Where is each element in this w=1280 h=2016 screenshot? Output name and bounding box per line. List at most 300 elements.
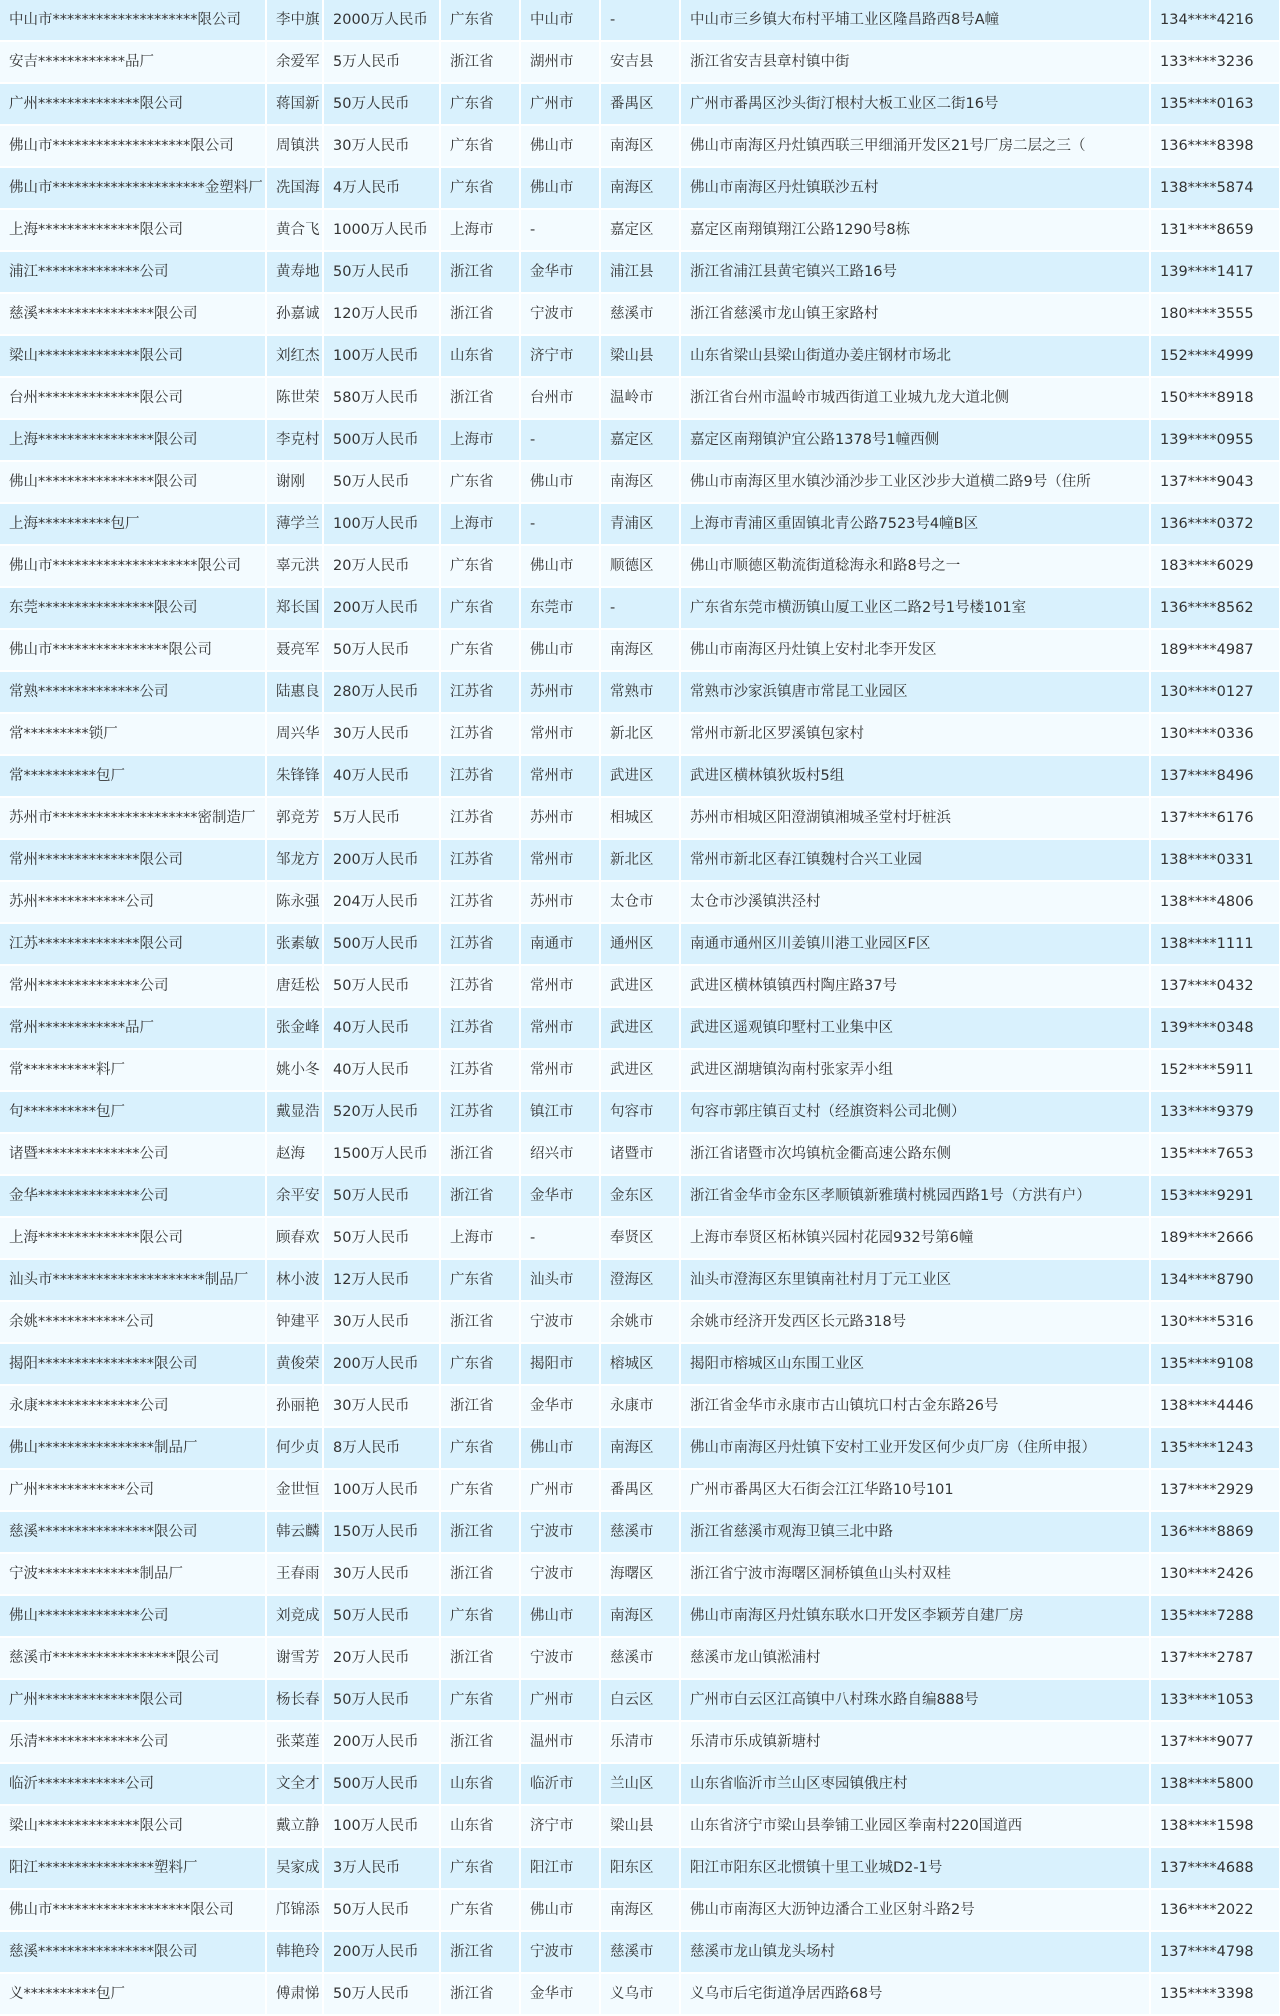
district-cell: 金东区 xyxy=(600,1175,680,1217)
address-cell: 阳江市阳东区北惯镇十里工业城D2-1号 xyxy=(680,1847,1150,1889)
province-cell: 江苏省 xyxy=(440,1049,520,1091)
province-cell: 江苏省 xyxy=(440,923,520,965)
legal-person-cell: 谢雪芳 xyxy=(266,1637,323,1679)
legal-person-cell: 陈世荣 xyxy=(266,377,323,419)
legal-person-cell: 赵海 xyxy=(266,1133,323,1175)
address-cell: 佛山市南海区丹灶镇上安村北李开发区 xyxy=(680,629,1150,671)
district-cell: 太仓市 xyxy=(600,881,680,923)
table-row xyxy=(0,167,1280,209)
company-name-cell: 常*********锁厂 xyxy=(0,713,266,755)
company-name-cell: 佛山**************公司 xyxy=(0,1595,266,1637)
phone-cell: 134****4216 xyxy=(1150,0,1280,41)
district-cell: 番禺区 xyxy=(600,83,680,125)
district-cell: 澄海区 xyxy=(600,1259,680,1301)
district-cell: 南海区 xyxy=(600,1595,680,1637)
district-cell: 常熟市 xyxy=(600,671,680,713)
registered-capital-cell: 50万人民币 xyxy=(323,1889,440,1931)
address-cell: 义乌市后宅街道净居西路68号 xyxy=(680,1973,1150,2015)
district-cell: 句容市 xyxy=(600,1091,680,1133)
legal-person-cell: 张金峰 xyxy=(266,1007,323,1049)
registered-capital-cell: 50万人民币 xyxy=(323,1679,440,1721)
city-cell: 常州市 xyxy=(520,1007,600,1049)
province-cell: 上海市 xyxy=(440,419,520,461)
city-cell: 临沂市 xyxy=(520,1763,600,1805)
district-cell: 白云区 xyxy=(600,1679,680,1721)
district-cell: 义乌市 xyxy=(600,1973,680,2015)
table-row xyxy=(0,1511,1280,1553)
city-cell: 广州市 xyxy=(520,83,600,125)
company-name-cell: 慈溪市*****************限公司 xyxy=(0,1637,266,1679)
legal-person-cell: 杨长春 xyxy=(266,1679,323,1721)
address-cell: 浙江省宁波市海曙区洞桥镇鱼山头村双桂 xyxy=(680,1553,1150,1595)
table-row xyxy=(0,1217,1280,1259)
registered-capital-cell: 100万人民币 xyxy=(323,1469,440,1511)
address-cell: 慈溪市龙山镇淞浦村 xyxy=(680,1637,1150,1679)
table-row xyxy=(0,1175,1280,1217)
city-cell: 佛山市 xyxy=(520,461,600,503)
district-cell: 安吉县 xyxy=(600,41,680,83)
registered-capital-cell: 50万人民币 xyxy=(323,461,440,503)
table-row xyxy=(0,1595,1280,1637)
company-name-cell: 佛山****************限公司 xyxy=(0,461,266,503)
district-cell: 武进区 xyxy=(600,965,680,1007)
address-cell: 南通市通州区川姜镇川港工业园区F区 xyxy=(680,923,1150,965)
registered-capital-cell: 1000万人民币 xyxy=(323,209,440,251)
legal-person-cell: 韩云麟 xyxy=(266,1511,323,1553)
table-row xyxy=(0,293,1280,335)
address-cell: 常州市新北区罗溪镇包家村 xyxy=(680,713,1150,755)
province-cell: 浙江省 xyxy=(440,1511,520,1553)
phone-cell: 135****7653 xyxy=(1150,1133,1280,1175)
address-cell: 武进区横林镇狄坂村5组 xyxy=(680,755,1150,797)
district-cell: 南海区 xyxy=(600,125,680,167)
city-cell: 宁波市 xyxy=(520,293,600,335)
district-cell: 嘉定区 xyxy=(600,209,680,251)
city-cell: 苏州市 xyxy=(520,671,600,713)
phone-cell: 137****4798 xyxy=(1150,1931,1280,1973)
city-cell: 绍兴市 xyxy=(520,1133,600,1175)
address-cell: 浙江省浦江县黄宅镇兴工路16号 xyxy=(680,251,1150,293)
company-name-cell: 广州**************限公司 xyxy=(0,83,266,125)
province-cell: 广东省 xyxy=(440,1343,520,1385)
province-cell: 江苏省 xyxy=(440,965,520,1007)
company-name-cell: 上海**************限公司 xyxy=(0,209,266,251)
company-name-cell: 宁波**************制品厂 xyxy=(0,1553,266,1595)
district-cell: 新北区 xyxy=(600,839,680,881)
registered-capital-cell: 50万人民币 xyxy=(323,965,440,1007)
province-cell: 浙江省 xyxy=(440,1931,520,1973)
address-cell: 慈溪市龙山镇龙头场村 xyxy=(680,1931,1150,1973)
phone-cell: 138****0331 xyxy=(1150,839,1280,881)
company-name-cell: 慈溪****************限公司 xyxy=(0,1931,266,1973)
registered-capital-cell: 30万人民币 xyxy=(323,1553,440,1595)
address-cell: 浙江省安吉县章村镇中街 xyxy=(680,41,1150,83)
city-cell: 金华市 xyxy=(520,1175,600,1217)
company-name-cell: 句**********包厂 xyxy=(0,1091,266,1133)
registered-capital-cell: 500万人民币 xyxy=(323,1763,440,1805)
registered-capital-cell: 204万人民币 xyxy=(323,881,440,923)
address-cell: 武进区遥观镇印墅村工业集中区 xyxy=(680,1007,1150,1049)
legal-person-cell: 周镇洪 xyxy=(266,125,323,167)
table-row xyxy=(0,125,1280,167)
legal-person-cell: 孙嘉诚 xyxy=(266,293,323,335)
city-cell: 东莞市 xyxy=(520,587,600,629)
registered-capital-cell: 520万人民币 xyxy=(323,1091,440,1133)
table-row xyxy=(0,629,1280,671)
phone-cell: 137****9077 xyxy=(1150,1721,1280,1763)
district-cell: 新北区 xyxy=(600,713,680,755)
phone-cell: 136****0372 xyxy=(1150,503,1280,545)
address-cell: 汕头市澄海区东里镇南社村月丁元工业区 xyxy=(680,1259,1150,1301)
registered-capital-cell: 20万人民币 xyxy=(323,1637,440,1679)
registered-capital-cell: 30万人民币 xyxy=(323,1301,440,1343)
city-cell: 金华市 xyxy=(520,1385,600,1427)
province-cell: 上海市 xyxy=(440,209,520,251)
company-name-cell: 佛山市*******************限公司 xyxy=(0,125,266,167)
address-cell: 山东省济宁市梁山县拳铺工业园区拳南村220国道西 xyxy=(680,1805,1150,1847)
legal-person-cell: 孙丽艳 xyxy=(266,1385,323,1427)
table-row xyxy=(0,1805,1280,1847)
registered-capital-cell: 40万人民币 xyxy=(323,1007,440,1049)
address-cell: 中山市三乡镇大布村平埔工业区隆昌路西8号A幢 xyxy=(680,0,1150,41)
table-row xyxy=(0,1553,1280,1595)
address-cell: 余姚市经济开发西区长元路318号 xyxy=(680,1301,1150,1343)
province-cell: 浙江省 xyxy=(440,1175,520,1217)
city-cell: 宁波市 xyxy=(520,1637,600,1679)
city-cell: - xyxy=(520,503,600,545)
city-cell: 宁波市 xyxy=(520,1511,600,1553)
company-name-cell: 汕头市*********************制品厂 xyxy=(0,1259,266,1301)
table-row xyxy=(0,1469,1280,1511)
company-name-cell: 佛山市****************限公司 xyxy=(0,629,266,671)
province-cell: 广东省 xyxy=(440,125,520,167)
province-cell: 浙江省 xyxy=(440,1973,520,2015)
table-row xyxy=(0,1931,1280,1973)
registered-capital-cell: 8万人民币 xyxy=(323,1427,440,1469)
table-row xyxy=(0,839,1280,881)
province-cell: 江苏省 xyxy=(440,797,520,839)
registered-capital-cell: 280万人民币 xyxy=(323,671,440,713)
province-cell: 江苏省 xyxy=(440,1007,520,1049)
company-name-cell: 慈溪****************限公司 xyxy=(0,293,266,335)
phone-cell: 130****0127 xyxy=(1150,671,1280,713)
province-cell: 广东省 xyxy=(440,1469,520,1511)
district-cell: 梁山县 xyxy=(600,1805,680,1847)
table-row xyxy=(0,965,1280,1007)
province-cell: 广东省 xyxy=(440,1889,520,1931)
table-row xyxy=(0,419,1280,461)
legal-person-cell: 周兴华 xyxy=(266,713,323,755)
phone-cell: 138****5800 xyxy=(1150,1763,1280,1805)
district-cell: 榕城区 xyxy=(600,1343,680,1385)
table-row xyxy=(0,545,1280,587)
district-cell: 乐清市 xyxy=(600,1721,680,1763)
city-cell: 常州市 xyxy=(520,713,600,755)
table-row xyxy=(0,1259,1280,1301)
province-cell: 广东省 xyxy=(440,629,520,671)
city-cell: 南通市 xyxy=(520,923,600,965)
legal-person-cell: 张素敏 xyxy=(266,923,323,965)
legal-person-cell: 黄俊荣 xyxy=(266,1343,323,1385)
company-name-cell: 常**********包厂 xyxy=(0,755,266,797)
table-row xyxy=(0,251,1280,293)
table-row xyxy=(0,1343,1280,1385)
registered-capital-cell: 50万人民币 xyxy=(323,1973,440,2015)
table-row xyxy=(0,377,1280,419)
city-cell: 常州市 xyxy=(520,839,600,881)
registered-capital-cell: 100万人民币 xyxy=(323,1805,440,1847)
address-cell: 上海市奉贤区柘林镇兴园村花园932号第6幢 xyxy=(680,1217,1150,1259)
table-row xyxy=(0,461,1280,503)
phone-cell: 136****8869 xyxy=(1150,1511,1280,1553)
legal-person-cell: 余平安 xyxy=(266,1175,323,1217)
address-cell: 广州市白云区江高镇中八村珠水路自编888号 xyxy=(680,1679,1150,1721)
province-cell: 浙江省 xyxy=(440,1637,520,1679)
table-row xyxy=(0,209,1280,251)
company-name-cell: 安吉************品厂 xyxy=(0,41,266,83)
district-cell: 慈溪市 xyxy=(600,293,680,335)
phone-cell: 138****5874 xyxy=(1150,167,1280,209)
district-cell: 慈溪市 xyxy=(600,1511,680,1553)
address-cell: 佛山市南海区大沥钟边潘合工业区射斗路2号 xyxy=(680,1889,1150,1931)
legal-person-cell: 李中旗 xyxy=(266,0,323,41)
city-cell: - xyxy=(520,1217,600,1259)
company-name-cell: 余姚************公司 xyxy=(0,1301,266,1343)
legal-person-cell: 邝锦添 xyxy=(266,1889,323,1931)
city-cell: 佛山市 xyxy=(520,1427,600,1469)
address-cell: 广东省东莞市横沥镇山厦工业区二路2号1号楼101室 xyxy=(680,587,1150,629)
legal-person-cell: 蒋国新 xyxy=(266,83,323,125)
address-cell: 太仓市沙溪镇洪泾村 xyxy=(680,881,1150,923)
table-row xyxy=(0,1721,1280,1763)
district-cell: 温岭市 xyxy=(600,377,680,419)
address-cell: 揭阳市榕城区山东围工业区 xyxy=(680,1343,1150,1385)
city-cell: 温州市 xyxy=(520,1721,600,1763)
company-name-cell: 浦江**************公司 xyxy=(0,251,266,293)
registered-capital-cell: 100万人民币 xyxy=(323,335,440,377)
district-cell: - xyxy=(600,0,680,41)
district-cell: 南海区 xyxy=(600,629,680,671)
legal-person-cell: 王春雨 xyxy=(266,1553,323,1595)
registered-capital-cell: 40万人民币 xyxy=(323,1049,440,1091)
province-cell: 广东省 xyxy=(440,1595,520,1637)
registered-capital-cell: 580万人民币 xyxy=(323,377,440,419)
address-cell: 常州市新北区春江镇魏村合兴工业园 xyxy=(680,839,1150,881)
city-cell: - xyxy=(520,419,600,461)
legal-person-cell: 郑长国 xyxy=(266,587,323,629)
city-cell: 宁波市 xyxy=(520,1301,600,1343)
registered-capital-cell: 20万人民币 xyxy=(323,545,440,587)
table-row xyxy=(0,587,1280,629)
legal-person-cell: 冼国海 xyxy=(266,167,323,209)
company-name-cell: 佛山市********************限公司 xyxy=(0,545,266,587)
district-cell: 南海区 xyxy=(600,167,680,209)
district-cell: 武进区 xyxy=(600,1007,680,1049)
city-cell: 广州市 xyxy=(520,1469,600,1511)
phone-cell: 131****8659 xyxy=(1150,209,1280,251)
district-cell: 诸暨市 xyxy=(600,1133,680,1175)
table-row xyxy=(0,1049,1280,1091)
company-name-cell: 常州**************公司 xyxy=(0,965,266,1007)
company-name-cell: 常**********料厂 xyxy=(0,1049,266,1091)
phone-cell: 138****1598 xyxy=(1150,1805,1280,1847)
city-cell: 佛山市 xyxy=(520,1595,600,1637)
legal-person-cell: 余爱军 xyxy=(266,41,323,83)
province-cell: 浙江省 xyxy=(440,293,520,335)
phone-cell: 135****9108 xyxy=(1150,1343,1280,1385)
legal-person-cell: 顾春欢 xyxy=(266,1217,323,1259)
city-cell: 苏州市 xyxy=(520,797,600,839)
legal-person-cell: 何少贞 xyxy=(266,1427,323,1469)
address-cell: 乐清市乐成镇新塘村 xyxy=(680,1721,1150,1763)
company-name-cell: 常州************品厂 xyxy=(0,1007,266,1049)
city-cell: 广州市 xyxy=(520,1679,600,1721)
table-row xyxy=(0,1847,1280,1889)
phone-cell: 138****1111 xyxy=(1150,923,1280,965)
city-cell: 济宁市 xyxy=(520,1805,600,1847)
phone-cell: 136****2022 xyxy=(1150,1889,1280,1931)
district-cell: 海曙区 xyxy=(600,1553,680,1595)
province-cell: 浙江省 xyxy=(440,1133,520,1175)
table-row xyxy=(0,1301,1280,1343)
address-cell: 浙江省慈溪市观海卫镇三北中路 xyxy=(680,1511,1150,1553)
city-cell: 常州市 xyxy=(520,965,600,1007)
address-cell: 佛山市南海区丹灶镇西联三甲细涌开发区21号厂房二层之三（ xyxy=(680,125,1150,167)
registered-capital-cell: 4万人民币 xyxy=(323,167,440,209)
legal-person-cell: 聂亮军 xyxy=(266,629,323,671)
registered-capital-cell: 50万人民币 xyxy=(323,1175,440,1217)
legal-person-cell: 黄合飞 xyxy=(266,209,323,251)
phone-cell: 133****9379 xyxy=(1150,1091,1280,1133)
registered-capital-cell: 3万人民币 xyxy=(323,1847,440,1889)
registered-capital-cell: 5万人民币 xyxy=(323,41,440,83)
province-cell: 江苏省 xyxy=(440,755,520,797)
phone-cell: 137****2787 xyxy=(1150,1637,1280,1679)
legal-person-cell: 唐廷松 xyxy=(266,965,323,1007)
district-cell: 武进区 xyxy=(600,755,680,797)
address-cell: 佛山市南海区里水镇沙涌沙步工业区沙步大道横二路9号（住所 xyxy=(680,461,1150,503)
address-cell: 佛山市南海区丹灶镇联沙五村 xyxy=(680,167,1150,209)
phone-cell: 136****8398 xyxy=(1150,125,1280,167)
table-row xyxy=(0,923,1280,965)
province-cell: 山东省 xyxy=(440,335,520,377)
province-cell: 浙江省 xyxy=(440,377,520,419)
district-cell: 兰山区 xyxy=(600,1763,680,1805)
legal-person-cell: 朱锋锋 xyxy=(266,755,323,797)
province-cell: 浙江省 xyxy=(440,1301,520,1343)
district-cell: 慈溪市 xyxy=(600,1637,680,1679)
city-cell: 苏州市 xyxy=(520,881,600,923)
phone-cell: 139****1417 xyxy=(1150,251,1280,293)
phone-cell: 137****8496 xyxy=(1150,755,1280,797)
company-name-cell: 常熟**************公司 xyxy=(0,671,266,713)
company-name-cell: 广州**************限公司 xyxy=(0,1679,266,1721)
company-name-cell: 义**********包厂 xyxy=(0,1973,266,2015)
legal-person-cell: 陈永强 xyxy=(266,881,323,923)
address-cell: 常熟市沙家浜镇唐市常昆工业园区 xyxy=(680,671,1150,713)
table-row xyxy=(0,1679,1280,1721)
city-cell: 揭阳市 xyxy=(520,1343,600,1385)
phone-cell: 133****3236 xyxy=(1150,41,1280,83)
table-row xyxy=(0,503,1280,545)
legal-person-cell: 戴立静 xyxy=(266,1805,323,1847)
phone-cell: 137****9043 xyxy=(1150,461,1280,503)
table-row xyxy=(0,1385,1280,1427)
table-row xyxy=(0,1427,1280,1469)
phone-cell: 139****0955 xyxy=(1150,419,1280,461)
table-row xyxy=(0,1133,1280,1175)
phone-cell: 180****3555 xyxy=(1150,293,1280,335)
table-row xyxy=(0,335,1280,377)
company-name-cell: 苏州************公司 xyxy=(0,881,266,923)
district-cell: 永康市 xyxy=(600,1385,680,1427)
phone-cell: 138****4446 xyxy=(1150,1385,1280,1427)
province-cell: 浙江省 xyxy=(440,1385,520,1427)
company-name-cell: 上海****************限公司 xyxy=(0,419,266,461)
registered-capital-cell: 50万人民币 xyxy=(323,1217,440,1259)
province-cell: 山东省 xyxy=(440,1805,520,1847)
table-row xyxy=(0,713,1280,755)
city-cell: 金华市 xyxy=(520,251,600,293)
company-name-cell: 东莞****************限公司 xyxy=(0,587,266,629)
city-cell: 汕头市 xyxy=(520,1259,600,1301)
district-cell: 嘉定区 xyxy=(600,419,680,461)
company-name-cell: 临沂************公司 xyxy=(0,1763,266,1805)
district-cell: 通州区 xyxy=(600,923,680,965)
address-cell: 山东省梁山县梁山街道办姜庄钢材市场北 xyxy=(680,335,1150,377)
address-cell: 苏州市相城区阳澄湖镇湘城圣堂村圩桩浜 xyxy=(680,797,1150,839)
district-cell: 武进区 xyxy=(600,1049,680,1091)
province-cell: 江苏省 xyxy=(440,671,520,713)
address-cell: 浙江省慈溪市龙山镇王家路村 xyxy=(680,293,1150,335)
legal-person-cell: 郭竞芳 xyxy=(266,797,323,839)
address-cell: 句容市郭庄镇百丈村（经旗资料公司北侧） xyxy=(680,1091,1150,1133)
company-name-cell: 梁山**************限公司 xyxy=(0,1805,266,1847)
city-cell: 常州市 xyxy=(520,1049,600,1091)
registered-capital-cell: 2000万人民币 xyxy=(323,0,440,41)
phone-cell: 150****8918 xyxy=(1150,377,1280,419)
city-cell: 中山市 xyxy=(520,0,600,41)
district-cell: 慈溪市 xyxy=(600,1931,680,1973)
address-cell: 武进区湖塘镇沟南村张家弄小组 xyxy=(680,1049,1150,1091)
phone-cell: 189****4987 xyxy=(1150,629,1280,671)
phone-cell: 136****8562 xyxy=(1150,587,1280,629)
phone-cell: 130****0336 xyxy=(1150,713,1280,755)
phone-cell: 135****7288 xyxy=(1150,1595,1280,1637)
company-name-cell: 苏州市********************密制造厂 xyxy=(0,797,266,839)
company-name-cell: 诸暨**************公司 xyxy=(0,1133,266,1175)
registered-capital-cell: 5万人民币 xyxy=(323,797,440,839)
phone-cell: 134****8790 xyxy=(1150,1259,1280,1301)
registered-capital-cell: 50万人民币 xyxy=(323,251,440,293)
company-name-cell: 金华**************公司 xyxy=(0,1175,266,1217)
province-cell: 上海市 xyxy=(440,503,520,545)
province-cell: 上海市 xyxy=(440,1217,520,1259)
registered-capital-cell: 30万人民币 xyxy=(323,125,440,167)
table-row xyxy=(0,1091,1280,1133)
registered-capital-cell: 30万人民币 xyxy=(323,1385,440,1427)
company-name-cell: 常州**************限公司 xyxy=(0,839,266,881)
phone-cell: 135****1243 xyxy=(1150,1427,1280,1469)
registered-capital-cell: 100万人民币 xyxy=(323,503,440,545)
legal-person-cell: 李克村 xyxy=(266,419,323,461)
phone-cell: 152****5911 xyxy=(1150,1049,1280,1091)
address-cell: 浙江省金华市金东区孝顺镇新雅璜村桃园西路1号（方洪有户） xyxy=(680,1175,1150,1217)
table-row xyxy=(0,881,1280,923)
registered-capital-cell: 50万人民币 xyxy=(323,1595,440,1637)
company-name-cell: 梁山**************限公司 xyxy=(0,335,266,377)
registered-capital-cell: 500万人民币 xyxy=(323,419,440,461)
